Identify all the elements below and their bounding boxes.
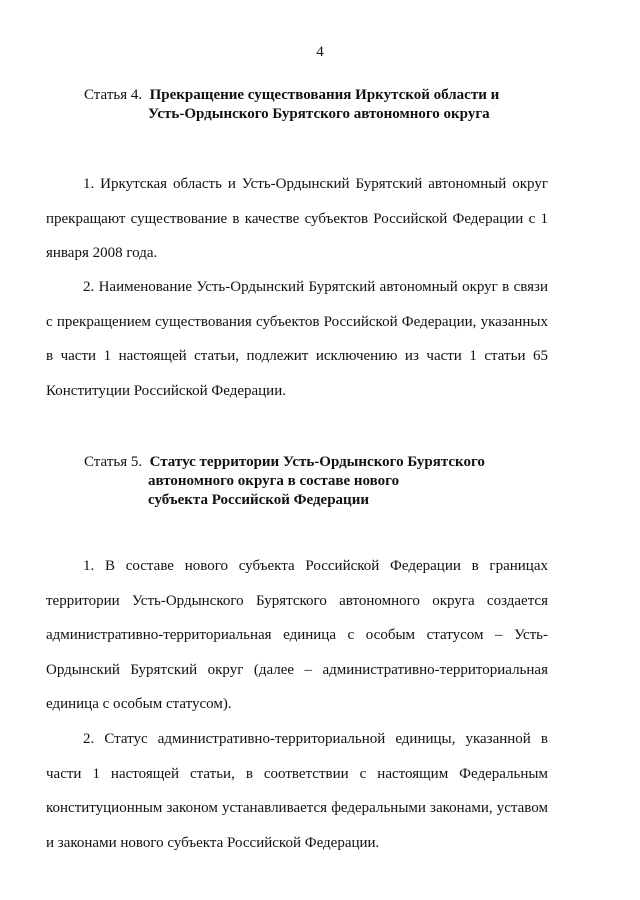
article-5-paragraph-1: 1. В составе нового субъекта Российской Федерации в границах территории Усть-Ордынского Бурятского автономного округа создается административно-территориальная единица с особым статусом – Усть-Ордынский Бурятский округ (далее – административно-территориальная единица с особым статусом). xyxy=(46,558,548,712)
article-4-title-line-2: Усть-Ордынского Бурятского автономного округа xyxy=(148,106,490,122)
article-4-title-line-1: Прекращение существования Иркутской области и xyxy=(149,87,500,103)
article-5-label: Статья 5. xyxy=(84,454,143,470)
page-number: 4 xyxy=(316,44,324,60)
article-4-paragraph-2: 2. Наименование Усть-Ордынский Бурятский автономный округ в связи с прекращением существования субъектов Российской Федерации, указанных в части 1 настоящей статьи, подлежит исключению из части 1 статьи 65 Конституции Российской Федерации. xyxy=(46,279,548,399)
article-5-title-line-2: автономного округа в составе нового xyxy=(148,473,400,489)
article-5-title-line-1: Статус территории Усть-Ордынского Бурятского xyxy=(149,454,485,470)
article-4-label: Статья 4. xyxy=(84,87,143,103)
article-5-paragraph-2: 2. Статус административно-территориальной единицы, указанной в части 1 настоящей статьи, в соответствии с настоящим Федеральным конституционным законом устанавливается федеральными законами, уставом и законами нового субъекта Российской Федерации. xyxy=(46,731,548,851)
article-4-paragraph-1: 1. Иркутская область и Усть-Ордынский Бурятский автономный округ прекращают существование в качестве субъектов Российской Федерации с 1 января 2008 года. xyxy=(46,176,548,261)
article-4-heading xyxy=(84,86,499,124)
article-5-heading xyxy=(84,453,485,510)
article-5-title-line-3: субъекта Российской Федерации xyxy=(148,492,369,508)
